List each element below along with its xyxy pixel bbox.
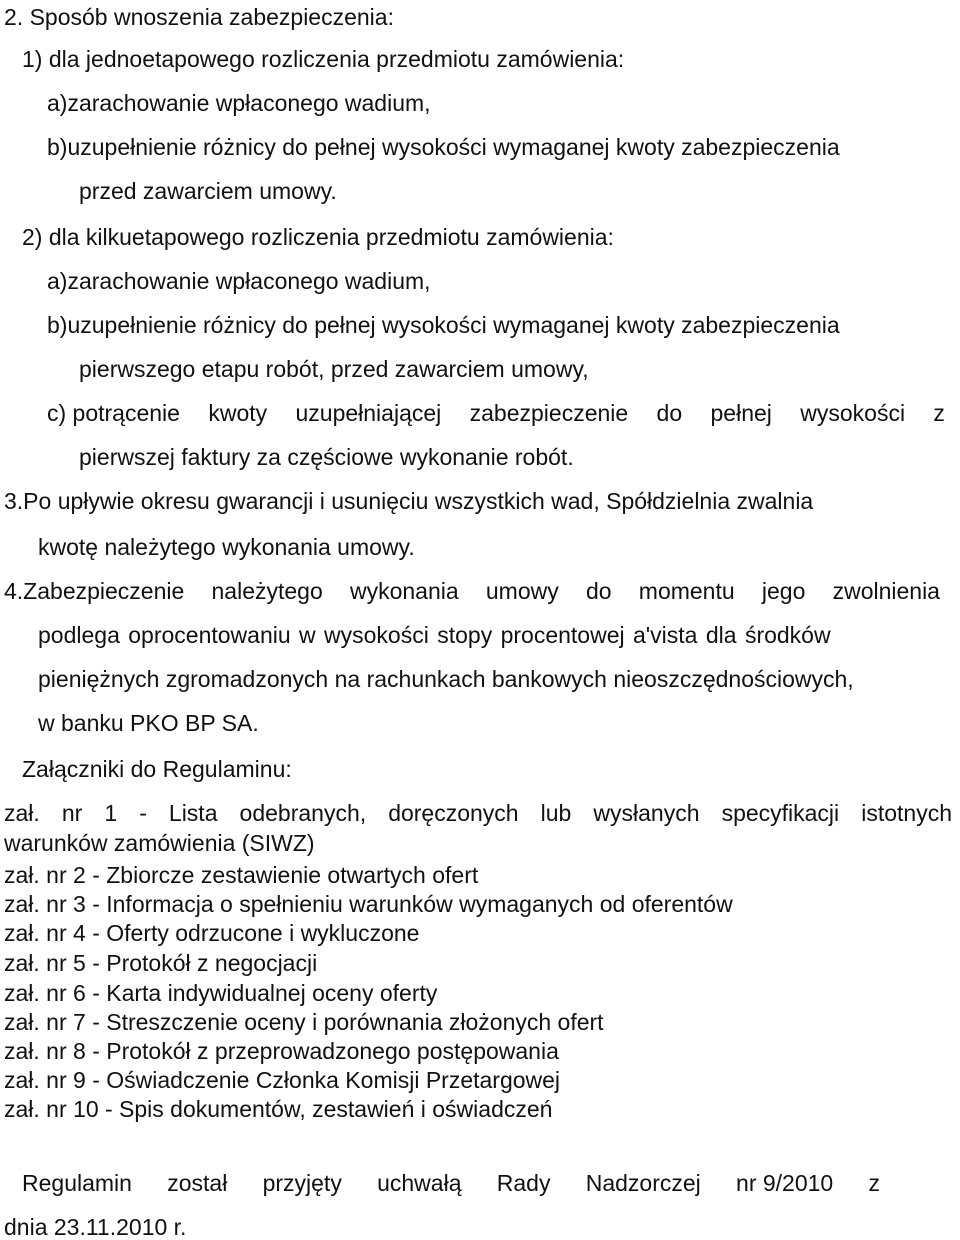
word: Nadzorczej xyxy=(585,1170,701,1196)
attachment-item: zał. nr 2 - Zbiorcze zestawienie otwartych ofert xyxy=(4,862,479,888)
word: 4.Zabezpieczenie xyxy=(4,578,185,604)
word: przyjęty xyxy=(262,1170,342,1196)
attachment-item: zał. nr 5 - Protokół z negocjacji xyxy=(4,950,318,976)
word: wykonania xyxy=(349,578,459,604)
word: umowy xyxy=(485,578,559,604)
footer-line-2: dnia 23.11.2010 r. xyxy=(4,1214,187,1240)
word: odebranych, xyxy=(239,800,367,826)
section-2-item-2b: b)uzupełnienie różnicy do pełnej wysokości wymaganej kwoty zabezpieczenia xyxy=(47,312,840,338)
section-2-item-1a: a)zarachowanie wpłaconego wadium, xyxy=(47,90,431,116)
word: wysłanych xyxy=(593,800,700,826)
section-4-line-3: pieniężnych zgromadzonych na rachunkach bankowych nieoszczędnościowych, xyxy=(38,666,854,692)
word: został xyxy=(167,1170,228,1196)
word: uchwałą xyxy=(377,1170,462,1196)
word: należytego xyxy=(211,578,323,604)
section-3-line-1: 3.Po upływie okresu gwarancji i usunięciu wszystkich wad, Spółdzielnia zwalnia xyxy=(4,488,814,514)
attachment-item: zał. nr 8 - Protokół z przeprowadzonego postępowania xyxy=(4,1038,559,1064)
word: Lista xyxy=(168,800,218,826)
section-2-item-2b-continuation: pierwszego etapu robót, przed zawarciem umowy, xyxy=(79,356,589,382)
attachment-item: zał. nr 7 - Streszczenie oceny i porównania złożonych ofert xyxy=(4,1009,604,1035)
word: zabezpieczenie xyxy=(469,400,629,426)
word: z xyxy=(868,1170,880,1196)
section-3-line-2: kwotę należytego wykonania umowy. xyxy=(38,534,415,560)
section-2-item-2c xyxy=(47,402,945,425)
word: nr xyxy=(61,800,83,826)
word: istotnych xyxy=(861,800,952,826)
word: kwoty xyxy=(208,400,268,426)
word: zał. xyxy=(4,800,40,826)
word: lub xyxy=(540,800,572,826)
section-2-item-1-label: 1) dla jednoetapowego rozliczenia przedmiotu zamówienia: xyxy=(22,46,625,72)
word: nr 9/2010 xyxy=(736,1170,834,1196)
word: z xyxy=(933,400,945,426)
word: jego xyxy=(761,578,806,604)
word: - xyxy=(139,800,147,826)
section-2-item-1b-continuation: przed zawarciem umowy. xyxy=(79,178,337,204)
word: Rady xyxy=(496,1170,551,1196)
word: pełnej xyxy=(710,400,772,426)
word: 1 xyxy=(104,800,118,826)
attachment-item: zał. nr 4 - Oferty odrzucone i wykluczone xyxy=(4,920,420,946)
section-2-item-2a: a)zarachowanie wpłaconego wadium, xyxy=(47,268,431,294)
word: zwolnienia xyxy=(832,578,940,604)
word: Regulamin xyxy=(22,1170,132,1196)
word: do xyxy=(656,400,683,426)
footer-line-1 xyxy=(22,1172,880,1195)
section-2-item-2c-continuation: pierwszej faktury za częściowe wykonanie robót. xyxy=(79,444,574,470)
section-2-item-2-label: 2) dla kilkuetapowego rozliczenia przedmiotu zamówienia: xyxy=(22,224,614,250)
attachment-item: zał. nr 9 - Oświadczenie Członka Komisji Przetargowej xyxy=(4,1067,561,1093)
word: momentu xyxy=(638,578,735,604)
word: doręczonych xyxy=(388,800,519,826)
attachment-item: zał. nr 10 - Spis dokumentów, zestawień i oświadczeń xyxy=(4,1096,553,1122)
word: specyfikacji xyxy=(721,800,840,826)
attachment-item-1-continuation: warunków zamówienia (SIWZ) xyxy=(4,830,315,856)
attachment-item: zał. nr 3 - Informacja o spełnieniu warunków wymaganych od oferentów xyxy=(4,891,733,917)
word: c) potrącenie xyxy=(47,400,180,426)
word: uzupełniającej xyxy=(295,400,442,426)
attachment-item: zał. nr 6 - Karta indywidualnej oceny oferty xyxy=(4,980,438,1006)
attachments-heading: Załączniki do Regulaminu: xyxy=(22,756,292,782)
word: wysokości xyxy=(800,400,906,426)
section-2-heading: 2. Sposób wnoszenia zabezpieczenia: xyxy=(4,4,394,30)
section-2-item-1b: b)uzupełnienie różnicy do pełnej wysokości wymaganej kwoty zabezpieczenia xyxy=(47,134,840,160)
section-4-line-2: podlega oprocentowaniu w wysokości stopy procentowej a'vista dla środków xyxy=(38,622,831,648)
word: do xyxy=(585,578,612,604)
section-4-line-4: w banku PKO BP SA. xyxy=(38,710,259,736)
attachment-item-1 xyxy=(4,802,952,825)
section-4-line-1 xyxy=(4,580,940,603)
